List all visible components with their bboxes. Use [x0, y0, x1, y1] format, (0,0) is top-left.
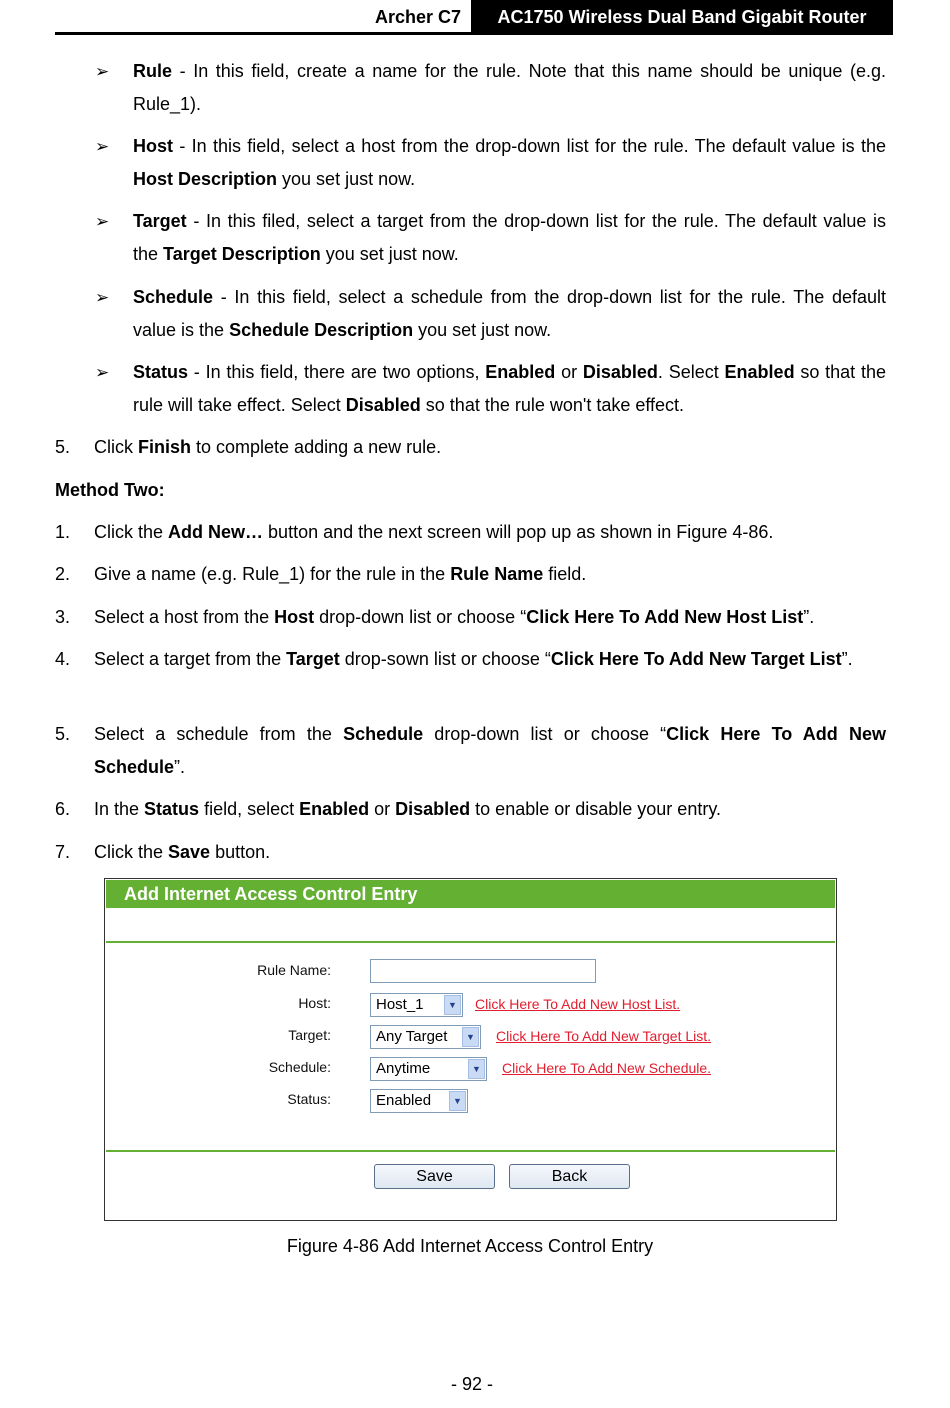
- page-number: - 92 -: [450, 1374, 493, 1394]
- header-model: Archer C7: [374, 7, 461, 27]
- bullet-rule: Rule - In this field, create a name for the rule. Note that this name should be unique (e.g. Rule_1).: [133, 61, 886, 114]
- step-6: In the Status field, select Enabled or Disabled to enable or disable your entry.: [94, 799, 721, 819]
- step-1: Click the Add New… button and the next screen will pop up as shown in Figure 4-86.: [94, 522, 774, 542]
- step-number: 5.: [55, 724, 71, 744]
- add-schedule-link[interactable]: Click Here To Add New Schedule.: [502, 1060, 712, 1076]
- chevron-down-icon[interactable]: ▼: [449, 1091, 466, 1111]
- status-select-value: Enabled: [376, 1092, 432, 1109]
- add-target-link[interactable]: Click Here To Add New Target List.: [496, 1028, 712, 1044]
- bullet-arrow-icon: ➢: [95, 137, 110, 156]
- header-product: AC1750 Wireless Dual Band Gigabit Router: [471, 0, 893, 32]
- schedule-select[interactable]: [370, 1057, 487, 1081]
- bullet-arrow-icon: ➢: [95, 212, 110, 231]
- section-heading: Method Two:: [55, 480, 165, 500]
- host-select-value: Host_1: [376, 996, 424, 1013]
- step-number: 6.: [55, 799, 71, 819]
- figure-caption: Figure 4-86 Add Internet Access Control Entry: [286, 1236, 654, 1256]
- bullet-host: Host - In this field, select a host from the drop-down list for the rule. The default value is the Host Description you set just now.: [133, 136, 886, 189]
- step-4: Select a target from the Target drop-sown list or choose “Click Here To Add New Target List”.: [94, 649, 853, 669]
- save-button[interactable]: Save: [374, 1164, 495, 1189]
- step-2: Give a name (e.g. Rule_1) for the rule in the Rule Name field.: [94, 564, 587, 584]
- chevron-down-icon[interactable]: ▼: [468, 1059, 485, 1079]
- chevron-down-icon[interactable]: ▼: [462, 1027, 479, 1047]
- step-5: Select a schedule from the Schedule drop-down list or choose “Click Here To Add New Schedule”.: [94, 724, 886, 777]
- status-label: Status:: [287, 1091, 331, 1107]
- bullet-arrow-icon: ➢: [95, 62, 110, 81]
- rule-name-input[interactable]: [370, 959, 596, 983]
- rule-name-label: Rule Name:: [257, 962, 331, 978]
- chevron-down-icon[interactable]: ▼: [444, 995, 461, 1015]
- bullet-arrow-icon: ➢: [95, 288, 110, 307]
- page-header: [55, 0, 893, 35]
- add-host-link[interactable]: Click Here To Add New Host List.: [475, 996, 681, 1012]
- step-7: Click the Save button.: [94, 842, 271, 862]
- step-number: 3.: [55, 607, 71, 627]
- step-finish: Click Finish to complete adding a new rule.: [94, 437, 442, 457]
- divider: [106, 1150, 835, 1152]
- access-control-entry-figure: [104, 878, 837, 1221]
- bullet-status: Status - In this field, there are two options, Enabled or Disabled. Select Enabled so that the rule will take effect. Select Disabled so that the rule won't take effect.: [133, 362, 886, 415]
- schedule-select-value: Anytime: [376, 1060, 431, 1077]
- target-label: Target:: [288, 1027, 331, 1043]
- host-select[interactable]: [370, 993, 463, 1017]
- bullet-target: Target - In this filed, select a target from the drop-down list for the rule. The default value is the Target Description you set just now.: [133, 211, 886, 264]
- back-button[interactable]: Back: [509, 1164, 630, 1189]
- bullet-arrow-icon: ➢: [95, 363, 110, 382]
- target-select-value: Any Target: [376, 1028, 448, 1045]
- step-number: 5.: [55, 437, 71, 457]
- step-number: 2.: [55, 564, 71, 584]
- target-select[interactable]: [370, 1025, 481, 1049]
- host-label: Host:: [298, 995, 331, 1011]
- status-select[interactable]: [370, 1089, 468, 1113]
- bullet-schedule: Schedule - In this field, select a schedule from the drop-down list for the rule. The default value is the Schedule Description you set just now.: [133, 287, 886, 340]
- step-number: 1.: [55, 522, 71, 542]
- figure-title: Add Internet Access Control Entry: [106, 880, 835, 908]
- step-number: 7.: [55, 842, 71, 862]
- schedule-label: Schedule:: [268, 1059, 331, 1075]
- step-3: Select a host from the Host drop-down list or choose “Click Here To Add New Host List”.: [94, 607, 815, 627]
- step-number: 4.: [55, 649, 71, 669]
- divider: [106, 941, 835, 943]
